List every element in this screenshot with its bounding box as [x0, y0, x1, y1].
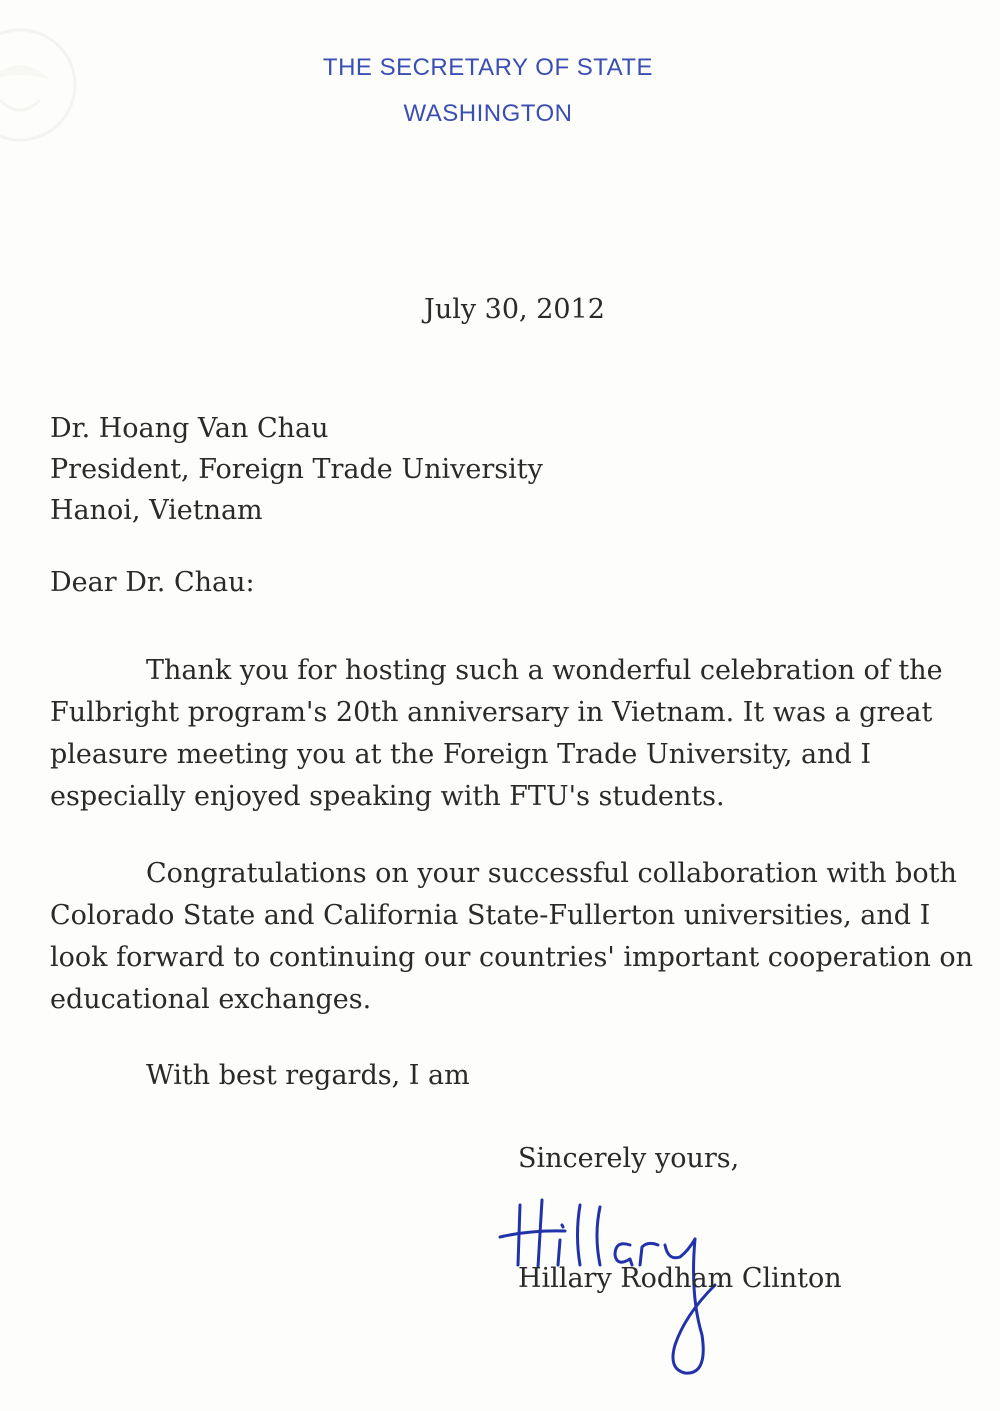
letterhead-city: WASHINGTON: [403, 100, 573, 127]
recipient-name: Dr. Hoang Van Chau: [50, 413, 329, 444]
closing-line: With best regards, I am: [146, 1060, 470, 1091]
paragraph-line: Thank you for hosting such a wonderful celebration of the: [146, 655, 943, 686]
complimentary-close: Sincerely yours,: [518, 1143, 740, 1174]
letterhead-title: THE SECRETARY OF STATE: [322, 54, 654, 81]
recipient-location: Hanoi, Vietnam: [50, 495, 263, 526]
paragraph-line: Congratulations on your successful collaboration with both: [146, 858, 957, 889]
body-paragraph-1: [50, 650, 950, 818]
paragraph-line: Colorado State and California State-Fullerton universities, and I: [50, 900, 931, 931]
letter-date: July 30, 2012: [424, 294, 605, 325]
paragraph-line: especially enjoyed speaking with FTU's students.: [50, 781, 725, 812]
paragraph-line: Fulbright program's 20th anniversary in Vietnam. It was a great: [50, 697, 933, 728]
recipient-address: [50, 408, 543, 531]
recipient-position: President, Foreign Trade University: [50, 454, 543, 485]
paragraph-line: look forward to continuing our countries' important cooperation on: [50, 942, 974, 973]
body-paragraph-2: [50, 853, 974, 1021]
salutation: Dear Dr. Chau:: [50, 567, 255, 598]
signer-name: Hillary Rodham Clinton: [518, 1263, 842, 1294]
paragraph-line: pleasure meeting you at the Foreign Trade University, and I: [50, 739, 872, 770]
paragraph-line: educational exchanges.: [50, 984, 372, 1015]
embossed-seal-icon: [0, 10, 80, 160]
